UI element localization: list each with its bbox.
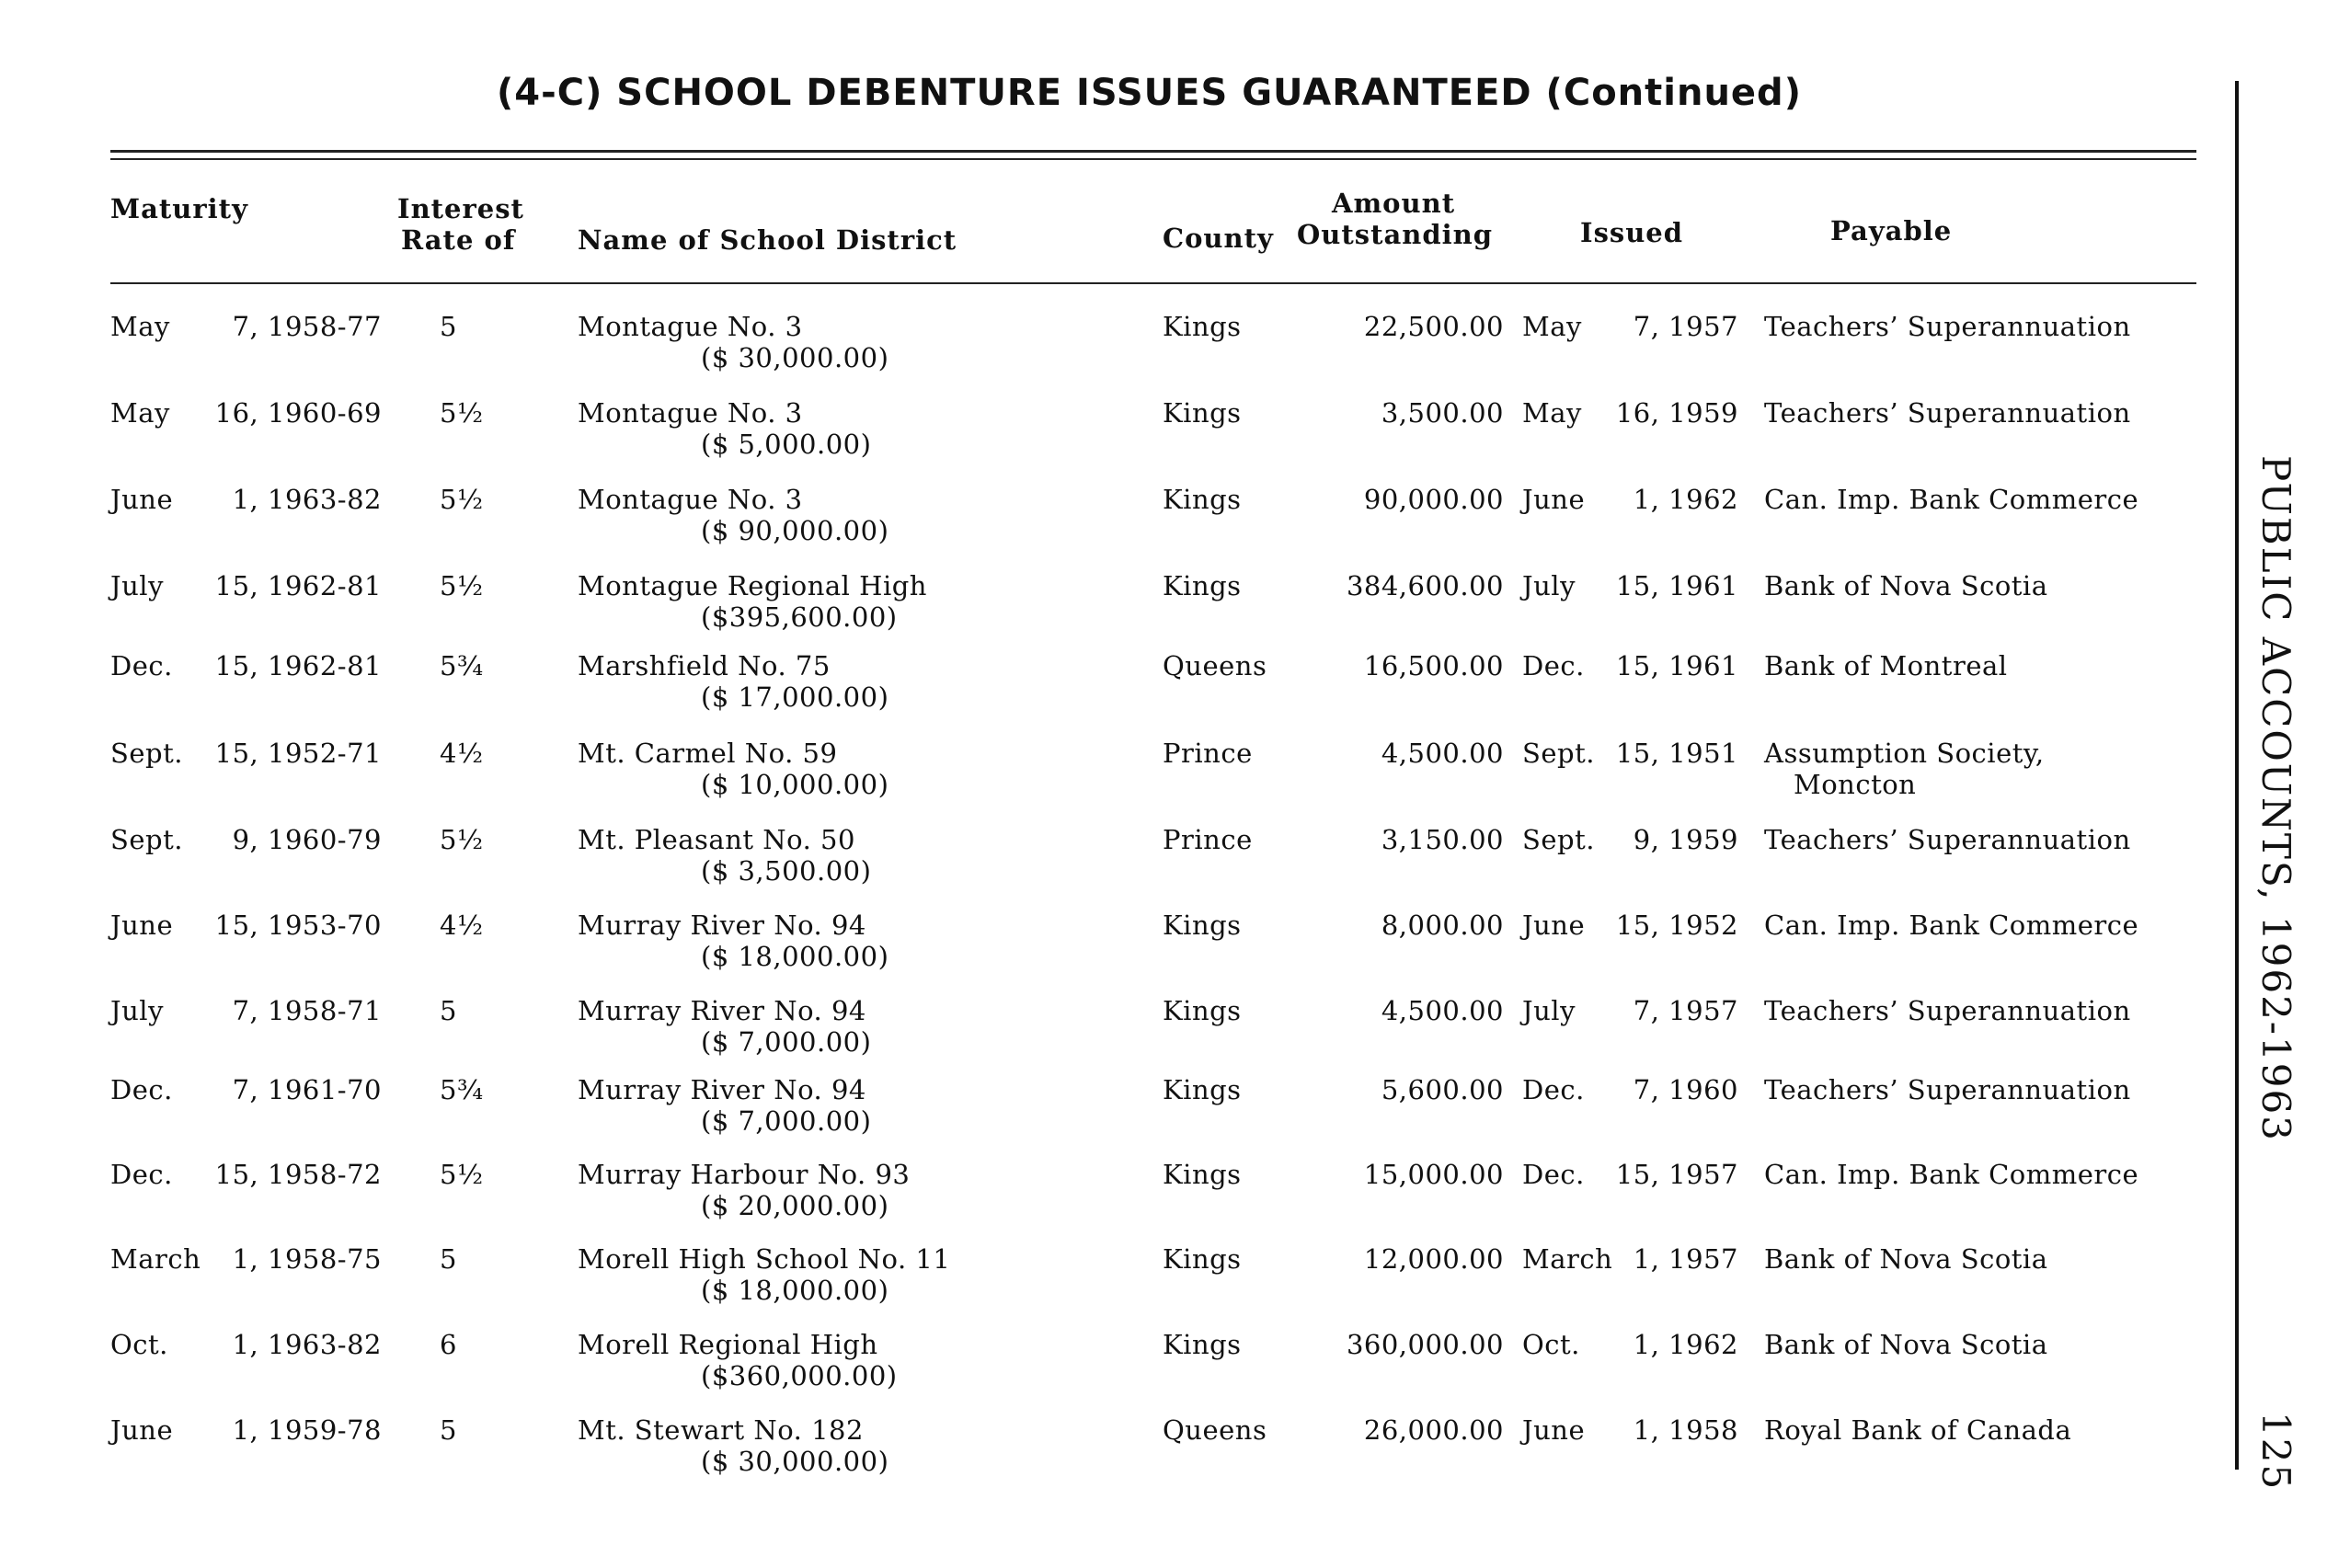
school-district: Montague No. 3 (578, 484, 803, 515)
header-payable: Payable (1830, 215, 1953, 246)
maturity-month: May (110, 397, 170, 429)
top-rule-secondary (110, 158, 2196, 160)
issued-date: 7, 1957 (1633, 311, 1738, 342)
interest-rate: 5½ (440, 824, 484, 855)
amount-outstanding: 15,000.00 (1363, 1159, 1504, 1190)
interest-rate: 5 (440, 1414, 457, 1446)
issued-date: 15, 1957 (1615, 1159, 1738, 1190)
maturity-date: 15, 1958-72 (214, 1159, 382, 1190)
amount-outstanding: 3,500.00 (1381, 397, 1504, 429)
issue-amount: ($ 30,000.00) (701, 342, 889, 373)
maturity-date: 15, 1962-81 (214, 570, 382, 601)
issued-date: 15, 1952 (1615, 910, 1738, 941)
amount-outstanding: 26,000.00 (1363, 1414, 1504, 1446)
interest-rate: 5 (440, 311, 457, 342)
header-rule (110, 282, 2196, 284)
issue-amount: ($ 18,000.00) (701, 1275, 889, 1306)
issued-month: May (1522, 397, 1582, 429)
school-district: Murray River No. 94 (578, 995, 866, 1026)
amount-outstanding: 5,600.00 (1381, 1074, 1504, 1105)
interest-rate: 5½ (440, 397, 484, 429)
payable: Teachers’ Superannuation (1764, 1074, 2131, 1105)
page-number: 125 (2253, 1412, 2298, 1492)
county: Queens (1163, 650, 1267, 681)
issue-amount: ($ 90,000.00) (701, 515, 889, 546)
county: Prince (1163, 824, 1253, 855)
school-district: Marshfield No. 75 (578, 650, 831, 681)
issue-amount: ($ 10,000.00) (701, 769, 889, 800)
maturity-month: Sept. (110, 824, 183, 855)
maturity-month: May (110, 311, 170, 342)
table-row (0, 397, 2207, 480)
issued-month: July (1522, 570, 1576, 601)
school-district: Mt. Pleasant No. 50 (578, 824, 855, 855)
issue-amount: ($ 20,000.00) (701, 1190, 889, 1221)
payable: Can. Imp. Bank Commerce (1764, 910, 2139, 941)
amount-outstanding: 360,000.00 (1346, 1329, 1504, 1360)
table-row (0, 1414, 2207, 1497)
issue-amount: ($ 5,000.00) (701, 429, 872, 460)
issued-month: Oct. (1522, 1329, 1580, 1360)
issued-date: 15, 1951 (1615, 738, 1738, 769)
issued-month: June (1522, 484, 1586, 515)
issue-amount: ($ 7,000.00) (701, 1026, 872, 1058)
amount-outstanding: 3,150.00 (1381, 824, 1504, 855)
issued-date: 1, 1958 (1633, 1414, 1738, 1446)
top-rule (110, 150, 2196, 153)
payable-continued: Moncton (1794, 769, 1917, 800)
table-row (0, 995, 2207, 1078)
school-district: Morell Regional High (578, 1329, 878, 1360)
payable: Bank of Montreal (1764, 650, 2008, 681)
issued-date: 7, 1960 (1633, 1074, 1738, 1105)
maturity-month: June (110, 1414, 174, 1446)
amount-outstanding: 90,000.00 (1363, 484, 1504, 515)
header-amount-line1: Amount (1332, 188, 1456, 219)
interest-rate: 5½ (440, 570, 484, 601)
county: Kings (1163, 1329, 1242, 1360)
payable: Bank of Nova Scotia (1764, 570, 2048, 601)
issued-date: 15, 1961 (1615, 570, 1738, 601)
payable: Bank of Nova Scotia (1764, 1329, 2048, 1360)
header-amount-line2: Outstanding (1297, 219, 1493, 250)
amount-outstanding: 8,000.00 (1381, 910, 1504, 941)
payable: Can. Imp. Bank Commerce (1764, 1159, 2139, 1190)
school-district: Murray Harbour No. 93 (578, 1159, 911, 1190)
amount-outstanding: 4,500.00 (1381, 738, 1504, 769)
amount-outstanding: 4,500.00 (1381, 995, 1504, 1026)
issued-date: 15, 1961 (1615, 650, 1738, 681)
issued-date: 7, 1957 (1633, 995, 1738, 1026)
table-row (0, 484, 2207, 567)
county: Kings (1163, 570, 1242, 601)
issued-month: March (1522, 1243, 1613, 1275)
payable: Teachers’ Superannuation (1764, 397, 2131, 429)
school-district: Murray River No. 94 (578, 1074, 866, 1105)
interest-rate: 5¾ (440, 1074, 484, 1105)
maturity-date: 1, 1958-75 (232, 1243, 382, 1275)
issue-amount: ($ 3,500.00) (701, 855, 872, 887)
issued-month: June (1522, 1414, 1586, 1446)
header-interest-line2: Rate of (401, 224, 516, 256)
payable: Teachers’ Superannuation (1764, 995, 2131, 1026)
amount-outstanding: 384,600.00 (1346, 570, 1504, 601)
running-head: PUBLIC ACCOUNTS, 1962-1963 (2253, 455, 2298, 1142)
maturity-month: Dec. (110, 1074, 173, 1105)
maturity-month: Dec. (110, 1159, 173, 1190)
amount-outstanding: 22,500.00 (1363, 311, 1504, 342)
county: Kings (1163, 484, 1242, 515)
issue-amount: ($ 18,000.00) (701, 941, 889, 972)
county: Kings (1163, 397, 1242, 429)
margin-rule (2235, 81, 2239, 1470)
issued-month: July (1522, 995, 1576, 1026)
school-district: Mt. Carmel No. 59 (578, 738, 838, 769)
county: Prince (1163, 738, 1253, 769)
interest-rate: 5 (440, 1243, 457, 1275)
issue-amount: ($360,000.00) (701, 1360, 898, 1391)
maturity-date: 15, 1953-70 (214, 910, 382, 941)
interest-rate: 6 (440, 1329, 457, 1360)
table-row (0, 1329, 2207, 1412)
interest-rate: 5½ (440, 1159, 484, 1190)
maturity-month: Sept. (110, 738, 183, 769)
issue-amount: ($395,600.00) (701, 601, 898, 633)
school-district: Mt. Stewart No. 182 (578, 1414, 864, 1446)
interest-rate: 5½ (440, 484, 484, 515)
maturity-date: 15, 1962-81 (214, 650, 382, 681)
maturity-date: 7, 1961-70 (232, 1074, 382, 1105)
payable: Teachers’ Superannuation (1764, 824, 2131, 855)
school-district: Murray River No. 94 (578, 910, 866, 941)
header-interest-line1: Interest (397, 193, 524, 224)
table-row (0, 1074, 2207, 1157)
payable: Teachers’ Superannuation (1764, 311, 2131, 342)
interest-rate: 5 (440, 995, 457, 1026)
issued-month: Dec. (1522, 1159, 1585, 1190)
amount-outstanding: 12,000.00 (1363, 1243, 1504, 1275)
county: Queens (1163, 1414, 1267, 1446)
payable: Royal Bank of Canada (1764, 1414, 2072, 1446)
maturity-month: June (110, 484, 174, 515)
header-maturity: Maturity (110, 193, 248, 224)
maturity-month: July (110, 570, 164, 601)
table-row (0, 738, 2207, 820)
maturity-date: 1, 1963-82 (232, 484, 382, 515)
table-row (0, 1243, 2207, 1326)
maturity-month: March (110, 1243, 201, 1275)
maturity-date: 16, 1960-69 (214, 397, 382, 429)
interest-rate: 4½ (440, 910, 484, 941)
maturity-date: 1, 1963-82 (232, 1329, 382, 1360)
header-issued: Issued (1580, 217, 1684, 248)
header-school-district: Name of School District (578, 224, 957, 256)
maturity-month: Oct. (110, 1329, 168, 1360)
issued-month: Dec. (1522, 1074, 1585, 1105)
payable: Assumption Society, (1764, 738, 2045, 769)
county: Kings (1163, 311, 1242, 342)
table-row (0, 311, 2207, 394)
maturity-month: Dec. (110, 650, 173, 681)
interest-rate: 4½ (440, 738, 484, 769)
interest-rate: 5¾ (440, 650, 484, 681)
school-district: Montague No. 3 (578, 397, 803, 429)
issued-date: 1, 1962 (1633, 484, 1738, 515)
school-district: Montague No. 3 (578, 311, 803, 342)
header-county: County (1163, 223, 1274, 254)
maturity-date: 1, 1959-78 (232, 1414, 382, 1446)
table-row (0, 1159, 2207, 1242)
amount-outstanding: 16,500.00 (1363, 650, 1504, 681)
issued-month: Sept. (1522, 824, 1595, 855)
county: Kings (1163, 1243, 1242, 1275)
issued-month: Dec. (1522, 650, 1585, 681)
issued-date: 1, 1962 (1633, 1329, 1738, 1360)
issue-amount: ($ 30,000.00) (701, 1446, 889, 1477)
issued-date: 1, 1957 (1633, 1243, 1738, 1275)
maturity-date: 7, 1958-77 (232, 311, 382, 342)
school-district: Montague Regional High (578, 570, 927, 601)
table-row (0, 650, 2207, 733)
county: Kings (1163, 995, 1242, 1026)
payable: Bank of Nova Scotia (1764, 1243, 2048, 1275)
maturity-date: 7, 1958-71 (232, 995, 382, 1026)
maturity-month: July (110, 995, 164, 1026)
page-title: (4-C) SCHOOL DEBENTURE ISSUES GUARANTEED (Continued) (497, 72, 1802, 114)
table-row (0, 570, 2207, 653)
issued-month: Sept. (1522, 738, 1595, 769)
payable: Can. Imp. Bank Commerce (1764, 484, 2139, 515)
maturity-date: 15, 1952-71 (214, 738, 382, 769)
issue-amount: ($ 7,000.00) (701, 1105, 872, 1137)
table-row (0, 824, 2207, 907)
issued-month: May (1522, 311, 1582, 342)
issued-month: June (1522, 910, 1586, 941)
school-district: Morell High School No. 11 (578, 1243, 951, 1275)
table-row (0, 910, 2207, 992)
issued-date: 16, 1959 (1615, 397, 1738, 429)
issued-date: 9, 1959 (1633, 824, 1738, 855)
county: Kings (1163, 910, 1242, 941)
maturity-date: 9, 1960-79 (232, 824, 382, 855)
county: Kings (1163, 1074, 1242, 1105)
county: Kings (1163, 1159, 1242, 1190)
issue-amount: ($ 17,000.00) (701, 681, 889, 713)
maturity-month: June (110, 910, 174, 941)
